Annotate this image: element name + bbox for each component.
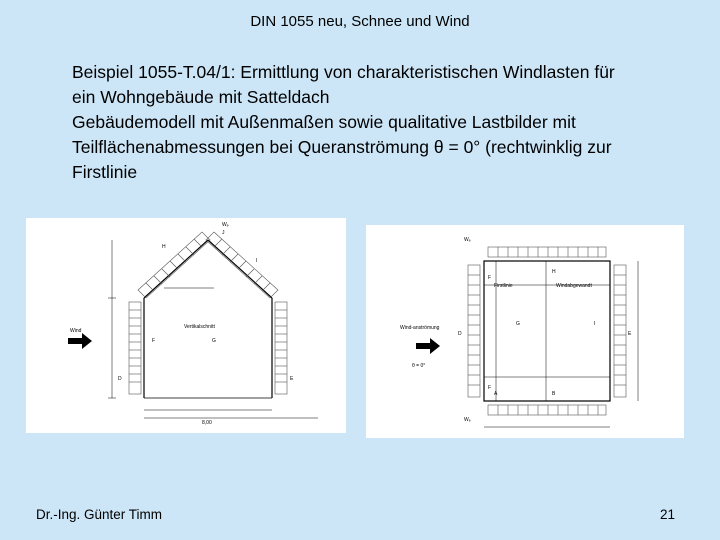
label-E: E	[628, 331, 632, 337]
label-we-top: Wₑ	[464, 237, 471, 243]
slide-header: DIN 1055 neu, Schnee und Wind	[250, 13, 470, 30]
vertical-section-figure	[26, 218, 346, 433]
label-we-bottom: Wₑ	[464, 417, 471, 423]
label-D: D	[118, 376, 122, 382]
label-I: I	[256, 258, 258, 264]
body-line-1: Beispiel 1055-T.04/1: Ermittlung von charakteristischen Windlasten für	[72, 62, 615, 82]
label-we: Wₑ	[222, 222, 229, 228]
dimension-label: 8,00	[202, 420, 212, 426]
theta-label: θ = 0°	[412, 363, 426, 369]
label-F: F	[152, 338, 156, 344]
label-J: J	[222, 230, 225, 236]
body-line-4: Teilflächenabmessungen bei Queranströmung θ = 0° (rechtwinklig zur	[72, 137, 612, 157]
firstline-label: Firstlinie	[494, 283, 513, 289]
label-H: H	[552, 269, 556, 275]
footer-author: Dr.-Ing. Günter Timm	[36, 507, 163, 522]
label-F-bottom: F	[488, 385, 492, 391]
windabgewandt-label: Windabgewandt	[556, 283, 592, 289]
label-H: H	[162, 244, 166, 250]
wind-arrow-icon	[68, 333, 92, 349]
label-B: B	[552, 391, 556, 397]
label-A: A	[494, 391, 498, 397]
label-D: D	[458, 331, 462, 337]
label-G: G	[212, 338, 216, 344]
label-E: E	[290, 376, 294, 382]
body-line-3: Gebäudemodell mit Außenmaßen sowie qualitative Lastbilder mit	[72, 112, 576, 132]
vertical-section-drawing	[26, 218, 346, 433]
plan-view-figure	[366, 225, 684, 438]
body-line-5: Firstlinie	[72, 162, 138, 182]
wind-arrow-icon	[416, 338, 440, 354]
wind-label: Wind	[70, 328, 82, 334]
body-line-2: ein Wohngebäude mit Satteldach	[72, 87, 330, 107]
vertical-section-label: Vertikalschnitt	[184, 324, 215, 330]
label-G: G	[516, 321, 520, 327]
label-I: I	[594, 321, 596, 327]
plan-view-drawing	[366, 225, 684, 438]
wind-anstroemung-label: Wind-anströmung	[400, 325, 440, 331]
slide-body	[72, 60, 702, 185]
label-F: F	[488, 275, 492, 281]
page-number: 21	[660, 507, 676, 522]
